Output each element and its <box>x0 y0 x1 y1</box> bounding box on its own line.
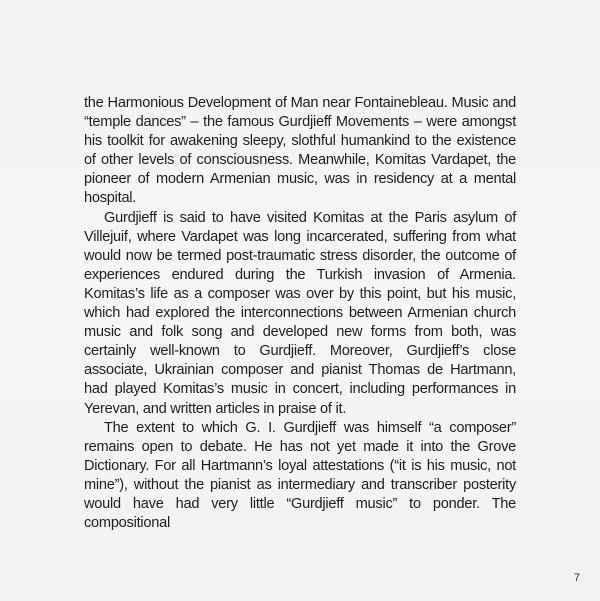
page-number: 7 <box>573 572 580 584</box>
paragraph-2: Gurdjieff is said to have visited Komitas at the Paris asylum of Villejuif, where Vardapet was long incarcerated, suffering from what would now be termed post-traumatic stress disorder, the outcome of experiences endured during the Turkish invasion of Armenia. Komitas’s life as a composer was over by this point, but his music, which had explored the interconnections between Armenian church music and folk song and developed new forms from both, was certainly well-known to Gurdjieff. Moreover, Gurdjieff’s close associate, Ukrainian composer and pianist Thomas de Hartmann, had played Komitas’s music in concert, including performances in Yerevan, and written articles in praise of it. <box>84 209 516 417</box>
paragraph-3: The extent to which G. I. Gurdjieff was himself “a composer” remains open to debate. He has not yet made it into the Grove Dictionary. For all Hartmann’s loyal attestations (“it is his music, not mine”), without the pianist as intermediary and transcriber posterity would have had very little “Gurdjieff music” to ponder. The compositional <box>84 419 516 532</box>
body-text <box>84 94 516 533</box>
paragraph-1: the Harmonious Development of Man near Fontainebleau. Music and “temple dances” – the famous Gurdjieff Movements – were amongst his toolkit for awakening sleepy, slothful humankind to the existence of other levels of consciousness. Meanwhile, Komitas Vardapet, the pioneer of modern Armenian music, was in residency at a mental hospital. <box>84 95 516 207</box>
